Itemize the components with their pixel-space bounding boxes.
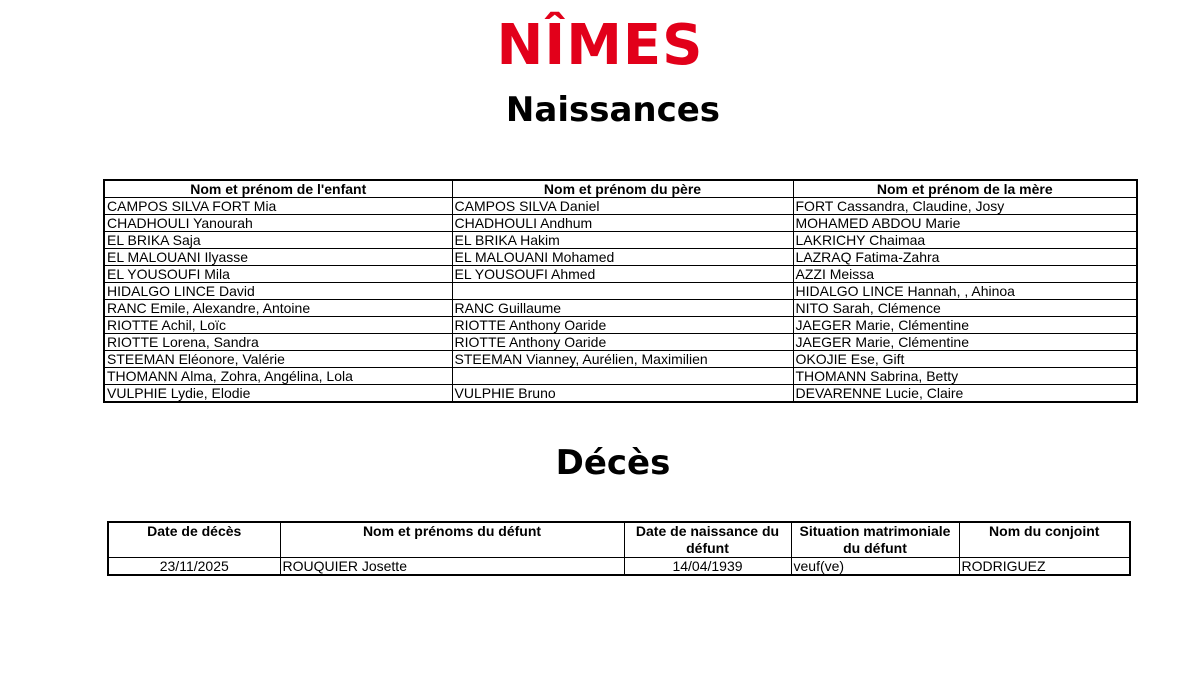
mother-name: LAKRICHY Chaimaa (793, 232, 1137, 249)
mother-name: NITO Sarah, Clémence (793, 300, 1137, 317)
mother-name: THOMANN Sabrina, Betty (793, 368, 1137, 385)
table-row (104, 317, 1137, 334)
child-name: EL MALOUANI Ilyasse (104, 249, 452, 266)
births-header-row (104, 180, 1137, 198)
column-header-death-date: Date de décès (108, 522, 280, 558)
father-name: RIOTTE Anthony Oaride (452, 317, 793, 334)
table-row (104, 232, 1137, 249)
column-header-deceased-name: Nom et prénoms du défunt (280, 522, 624, 558)
births-table (103, 179, 1138, 403)
mother-name: AZZI Meissa (793, 266, 1137, 283)
marital-status: veuf(ve) (791, 558, 959, 576)
child-name: RANC Emile, Alexandre, Antoine (104, 300, 452, 317)
child-name: THOMANN Alma, Zohra, Angélina, Lola (104, 368, 452, 385)
mother-name: HIDALGO LINCE Hannah, , Ahinoa (793, 283, 1137, 300)
father-name: RANC Guillaume (452, 300, 793, 317)
child-name: CHADHOULI Yanourah (104, 215, 452, 232)
mother-name: JAEGER Marie, Clémentine (793, 317, 1137, 334)
table-row (104, 368, 1137, 385)
child-name: EL YOUSOUFI Mila (104, 266, 452, 283)
mother-name: MOHAMED ABDOU Marie (793, 215, 1137, 232)
mother-name: OKOJIE Ese, Gift (793, 351, 1137, 368)
nimes-logo: NÎMES (496, 13, 704, 78)
deceased-name: ROUQUIER Josette (280, 558, 624, 576)
mother-name: FORT Cassandra, Claudine, Josy (793, 198, 1137, 215)
column-header-spouse-name: Nom du conjoint (959, 522, 1130, 558)
child-name: CAMPOS SILVA FORT Mia (104, 198, 452, 215)
child-name: EL BRIKA Saja (104, 232, 452, 249)
table-row (104, 300, 1137, 317)
father-name: VULPHIE Bruno (452, 385, 793, 403)
column-header-child: Nom et prénom de l'enfant (104, 180, 452, 198)
column-header-marital-status: Situation matrimoniale du défunt (791, 522, 959, 558)
father-name (452, 368, 793, 385)
table-row (104, 351, 1137, 368)
father-name (452, 283, 793, 300)
spouse-name: RODRIGUEZ (959, 558, 1130, 576)
column-header-father: Nom et prénom du père (452, 180, 793, 198)
death-date: 23/11/2025 (108, 558, 280, 576)
child-name: HIDALGO LINCE David (104, 283, 452, 300)
column-header-mother: Nom et prénom de la mère (793, 180, 1137, 198)
table-row (108, 558, 1130, 576)
father-name: EL MALOUANI Mohamed (452, 249, 793, 266)
mother-name: DEVARENNE Lucie, Claire (793, 385, 1137, 403)
father-name: RIOTTE Anthony Oaride (452, 334, 793, 351)
table-row (104, 283, 1137, 300)
child-name: RIOTTE Lorena, Sandra (104, 334, 452, 351)
mother-name: JAEGER Marie, Clémentine (793, 334, 1137, 351)
table-row (104, 266, 1137, 283)
deaths-table (107, 521, 1131, 576)
table-row (104, 249, 1137, 266)
father-name: CAMPOS SILVA Daniel (452, 198, 793, 215)
table-row (104, 215, 1137, 232)
births-title: Naissances (505, 90, 721, 130)
birth-date: 14/04/1939 (624, 558, 791, 576)
child-name: VULPHIE Lydie, Elodie (104, 385, 452, 403)
table-row (104, 198, 1137, 215)
table-row (104, 334, 1137, 351)
father-name: EL BRIKA Hakim (452, 232, 793, 249)
father-name: EL YOUSOUFI Ahmed (452, 266, 793, 283)
child-name: RIOTTE Achil, Loïc (104, 317, 452, 334)
table-row (104, 385, 1137, 403)
deaths-title: Décès (555, 443, 671, 483)
deaths-header-row (108, 522, 1130, 558)
mother-name: LAZRAQ Fatima-Zahra (793, 249, 1137, 266)
father-name: STEEMAN Vianney, Aurélien, Maximilien (452, 351, 793, 368)
column-header-birth-date: Date de naissance du défunt (624, 522, 791, 558)
father-name: CHADHOULI Andhum (452, 215, 793, 232)
child-name: STEEMAN Eléonore, Valérie (104, 351, 452, 368)
